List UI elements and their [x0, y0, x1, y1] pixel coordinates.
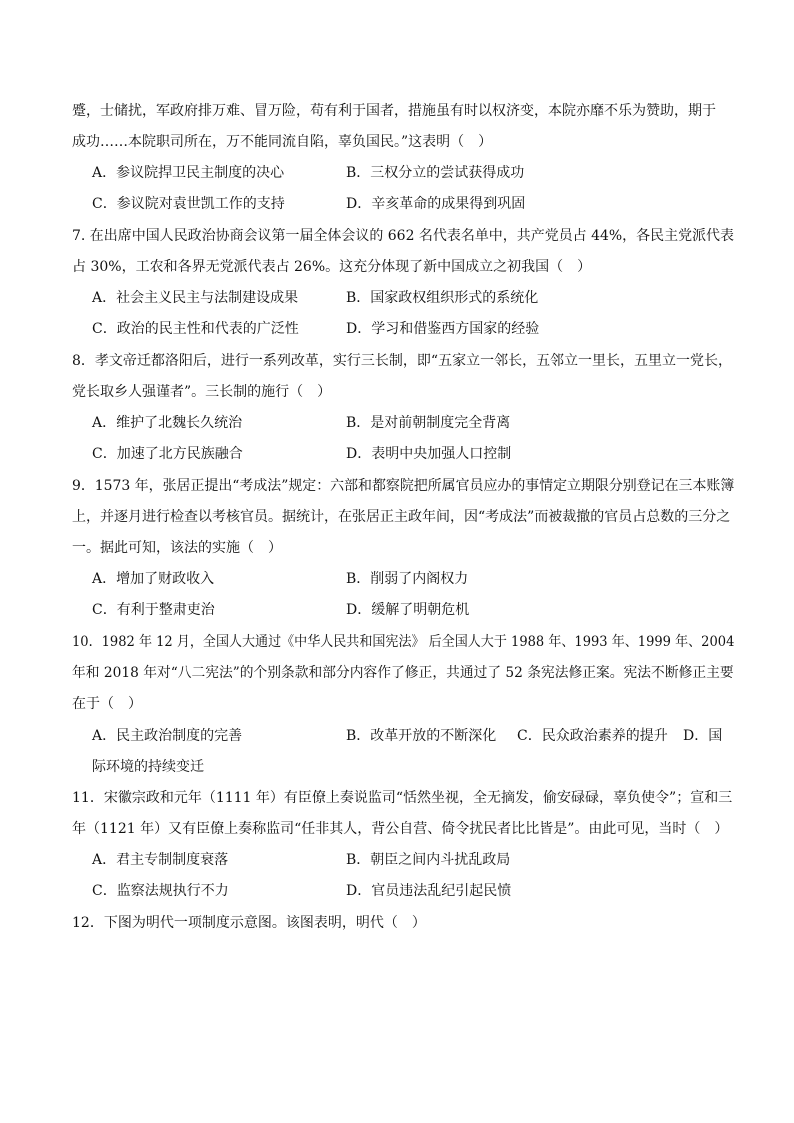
q10-option-a[interactable]: A．民主政治制度的完善 — [92, 728, 243, 744]
q10-text-line-1: 10．1982 年 12 月，全国人大通过《中华人民共和国宪法》 后全国人大于 1988 年、1993 年、1999 年、2004 — [72, 634, 735, 650]
q10-text-line-2: 年和 2018 年对“八二宪法”的个别条款和部分内容作了修正，共通过了 52 条宪法修正案。宪法不断修正主要 — [72, 665, 734, 681]
q11-option-d[interactable]: D．官员违法乱纪引起民愤 — [346, 883, 512, 899]
q7-option-b[interactable]: B．国家政权组织形式的系统化 — [346, 290, 539, 306]
q9-option-a[interactable]: A．增加了财政收入 — [92, 571, 215, 587]
q9-text-line-3: 一。据此可知，该法的实施（ ） — [72, 540, 282, 556]
q11-option-c[interactable]: C．监察法规执行不力 — [92, 883, 229, 899]
q10-option-c[interactable]: C．民众政治素养的提升 — [517, 728, 668, 744]
q9-option-c[interactable]: C．有利于整肃吏治 — [92, 602, 215, 618]
q8-option-d[interactable]: D．表明中央加强人口控制 — [346, 446, 512, 462]
q7-text-line-2: 占 30%，工农和各界无党派代表占 26%。这充分体现了新中国成立之初我国（ ） — [72, 259, 592, 275]
q10-option-b[interactable]: B．改革开放的不断深化 — [346, 728, 497, 744]
q6-option-a[interactable]: A．参议院捍卫民主制度的决心 — [92, 165, 285, 181]
q7-option-c[interactable]: C．政治的民主性和代表的广泛性 — [92, 321, 299, 337]
q6-option-d[interactable]: D．辛亥革命的成果得到巩固 — [346, 196, 526, 212]
q9-text-line-1: 9．1573 年，张居正提出“考成法”规定：六部和都察院把所属官员应办的事情定立期限分别登记在三本账簿 — [72, 478, 735, 494]
q8-option-c[interactable]: C．加速了北方民族融合 — [92, 446, 243, 462]
q7-text-line-1: 7. 在出席中国人民政治协商会议第一届全体会议的 662 名代表名单中，共产党员占 44%，各民主党派代表 — [72, 228, 735, 244]
q9-text-line-2: 上，并逐月进行检查以考核官员。据统计，在张居正主政年间，因“考成法”而被裁撤的官员占总数的三分之 — [72, 509, 731, 525]
q10-option-d-continued: 际环境的持续变迁 — [92, 759, 204, 775]
q7-option-d[interactable]: D．学习和借鉴西方国家的经验 — [346, 321, 540, 337]
q11-option-a[interactable]: A．君主专制制度衰落 — [92, 852, 229, 868]
q6-text-line-2: 成功……本院职司所在，万不能同流自陷，辜负国民。”这表明（ ） — [72, 134, 493, 150]
q8-text-line-2: 党长取乡人强谨者”。三长制的施行（ ） — [72, 384, 332, 400]
q11-option-b[interactable]: B．朝臣之间内斗扰乱政局 — [346, 852, 511, 868]
q8-option-b[interactable]: B．是对前朝制度完全背离 — [346, 415, 511, 431]
q11-text-line-1: 11．宋徽宗政和元年（1111 年）有臣僚上奏说监司“恬然坐视，全无摘发，偷安碌碌，辜负使令”；宣和三 — [72, 790, 733, 806]
q11-text-line-2: 年（1121 年）又有臣僚上奏称监司“任非其人，背公自营、倚令扰民者比比皆是”。由此可见，当时（ ） — [72, 821, 729, 837]
q6-text-line-1: 蹙，士储扰，军政府排万难、冒万险，苟有利于国者，措施虽有时以权济变，本院亦靡不乐为赞助，期于 — [72, 103, 716, 119]
q9-option-d[interactable]: D．缓解了明朝危机 — [346, 602, 470, 618]
q8-option-a[interactable]: A．维护了北魏长久统治 — [92, 415, 243, 431]
q6-option-b[interactable]: B．三权分立的尝试获得成功 — [346, 165, 525, 181]
q7-option-a[interactable]: A．社会主义民主与法制建设成果 — [92, 290, 299, 306]
q10-option-d[interactable]: D．国 — [683, 728, 723, 744]
q8-text-line-1: 8．孝文帝迁都洛阳后，进行一系列改革，实行三长制，即“五家立一邻长，五邻立一里长，五里立一党长， — [72, 353, 733, 369]
q9-option-b[interactable]: B．削弱了内阁权力 — [346, 571, 469, 587]
q12-text-line-1: 12．下图为明代一项制度示意图。该图表明，明代（ ） — [72, 915, 426, 931]
q10-text-line-3: 在于（ ） — [72, 696, 142, 712]
q6-option-c[interactable]: C．参议院对袁世凯工作的支持 — [92, 196, 285, 212]
